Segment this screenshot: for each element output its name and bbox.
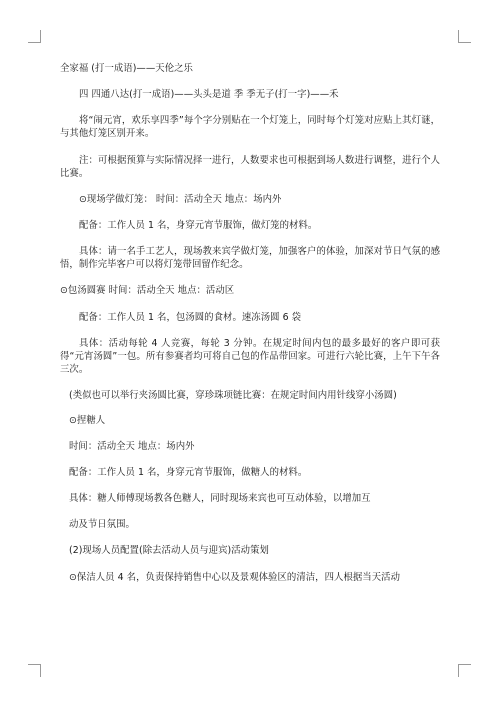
paragraph-cleaning-staff: ⊙保洁人员 4 名，负责保持销售中心以及景观体验区的清洁，四人根据当天活动 [69, 571, 401, 583]
paragraph-riddle-1: 全家福 (打一成语)——天伦之乐 [60, 63, 193, 74]
paragraph-sugar-figure-details-cont: 动及节日氛围。 [69, 519, 135, 531]
paragraph-lantern-making-details: 具体：请一名手工艺人，现场教来宾学做灯笼，加强客户的体验，加深对节日气氛的感悟，制作完毕客户可以将灯笼带回留作纪念。 [60, 246, 440, 271]
document-body [60, 62, 440, 597]
paragraph-similar-contests: (类似也可以举行夹汤圆比赛，穿珍珠项链比赛：在规定时间内用针线穿小汤圆) [69, 389, 397, 401]
crop-mark-bottom-left [28, 664, 41, 677]
paragraph-lantern-making-heading: ⊙现场学做灯笼： 时间：活动全天 地点：场内外 [79, 193, 282, 205]
paragraph-note: 注：可根据预算与实际情况择一进行，人数要求也可根据到场人数进行调整，进行个人比赛。 [60, 154, 440, 179]
paragraph-lantern-making-equipment: 配备：工作人员 1 名，身穿元宵节服饰，做灯笼的材料。 [79, 219, 318, 231]
paragraph-tangyuan-heading: ⊙包汤圆赛 时间：活动全天 地点：活动区 [60, 285, 235, 297]
paragraph-tangyuan-details: 具体：活动每轮 4 人竞赛，每轮 3 分钟。在规定时间内包的最多最好的客户即可获得“元宵汤圆”一包。所有参赛者均可将自己包的作品带回家。可进行六轮比赛，上午下午各三次。 [60, 337, 440, 375]
paragraph-staffing-heading: (2)现场人员配置(除去活动人员与迎宾)活动策划 [69, 545, 269, 557]
crop-mark-bottom-right [458, 664, 471, 677]
paragraph-sugar-figure-details: 具体：糖人师傅现场教各色糖人，同时现场来宾也可互动体验，以增加互 [69, 493, 371, 505]
paragraph-tangyuan-equipment: 配备：工作人员 1 名，包汤圆的食材。速冻汤圆 6 袋 [79, 311, 302, 323]
paragraph-sugar-figure-time: 时间：活动全天 地点：场内外 [69, 440, 195, 452]
crop-mark-top-left [28, 30, 41, 43]
paragraph-riddle-2: 四 四通八达(打一成语)——头头是道 季 季无子(打一字)——禾 [79, 89, 339, 101]
crop-mark-top-right [458, 30, 471, 43]
paragraph-lantern-instructions: 将“闹元宵，欢乐享四季”每个字分别贴在一个灯笼上，同时每个灯笼对应贴上其灯谜，与其他灯笼区别开来。 [60, 115, 440, 140]
paragraph-sugar-figure-equipment: 配备：工作人员 1 名，身穿元宵节服饰，做糖人的材料。 [69, 466, 308, 478]
paragraph-sugar-figure-heading: ⊙捏糖人 [69, 415, 106, 427]
